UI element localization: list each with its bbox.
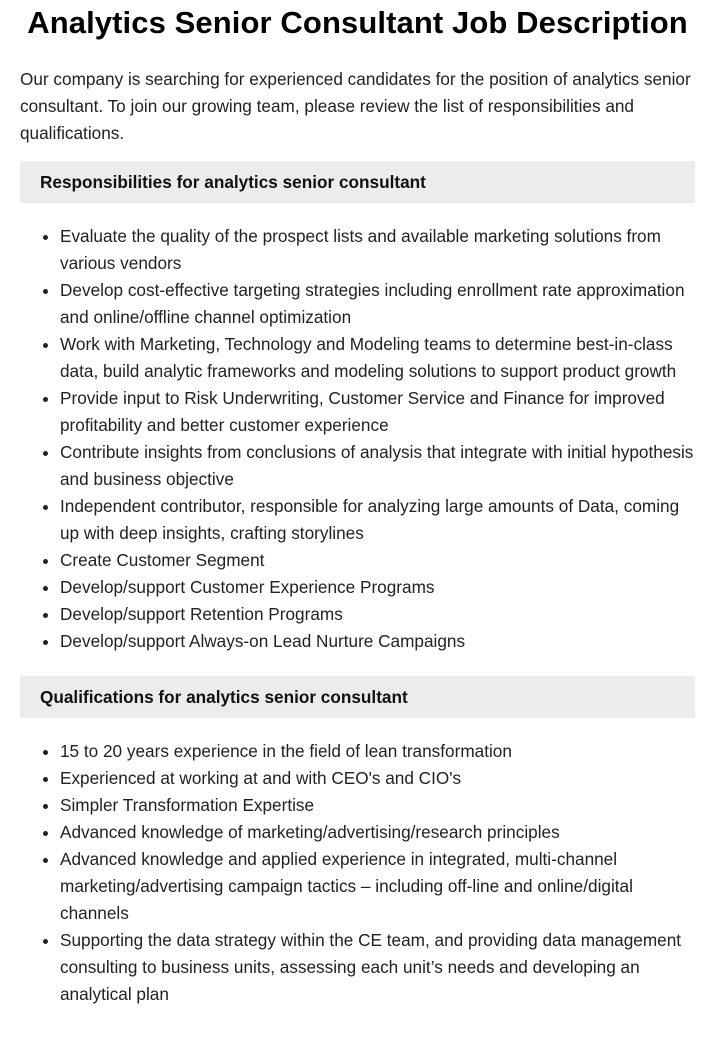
qualifications-heading: Qualifications for analytics senior consultant — [20, 676, 695, 718]
list-item: • Develop cost-effective targeting strategies including enrollment rate approximation and online/offline channel optimization — [60, 277, 695, 331]
list-item: • Contribute insights from conclusions of analysis that integrate with initial hypothesis and business objective — [60, 439, 695, 493]
list-item: • 15 to 20 years experience in the field of lean transformation — [60, 738, 695, 765]
list-item: • Develop/support Customer Experience Programs — [60, 574, 695, 601]
list-item: • Create Customer Segment — [60, 547, 695, 574]
intro-paragraph: Our company is searching for experienced candidates for the position of analytics senior consultant. To join our growing team, please review the list of responsibilities and qualifications. — [20, 69, 691, 143]
qualifications-list — [20, 738, 695, 1008]
page-title: Analytics Senior Consultant Job Description — [27, 5, 688, 40]
list-item: • Supporting the data strategy within the CE team, and providing data management consulting to business units, assessing each unit’s needs and developing an analytical plan — [60, 927, 695, 1008]
list-item: • Work with Marketing, Technology and Modeling teams to determine best-in-class data, build analytic frameworks and modeling solutions to support product growth — [60, 331, 695, 385]
list-item: • Advanced knowledge of marketing/advertising/research principles — [60, 819, 695, 846]
list-item: • Provide input to Risk Underwriting, Customer Service and Finance for improved profitability and better customer experience — [60, 385, 695, 439]
responsibilities-list — [20, 223, 695, 655]
list-item: • Advanced knowledge and applied experience in integrated, multi-channel marketing/advertising campaign tactics – including off-line and online/digital channels — [60, 846, 695, 927]
list-item: • Simpler Transformation Expertise — [60, 792, 695, 819]
list-item: • Develop/support Always-on Lead Nurture Campaigns — [60, 628, 695, 655]
list-item: • Evaluate the quality of the prospect lists and available marketing solutions from various vendors — [60, 223, 695, 277]
list-item: • Develop/support Retention Programs — [60, 601, 695, 628]
list-item: • Experienced at working at and with CEO's and CIO's — [60, 765, 695, 792]
responsibilities-heading: Responsibilities for analytics senior consultant — [20, 161, 695, 203]
list-item: • Independent contributor, responsible for analyzing large amounts of Data, coming up with deep insights, crafting storylines — [60, 493, 695, 547]
